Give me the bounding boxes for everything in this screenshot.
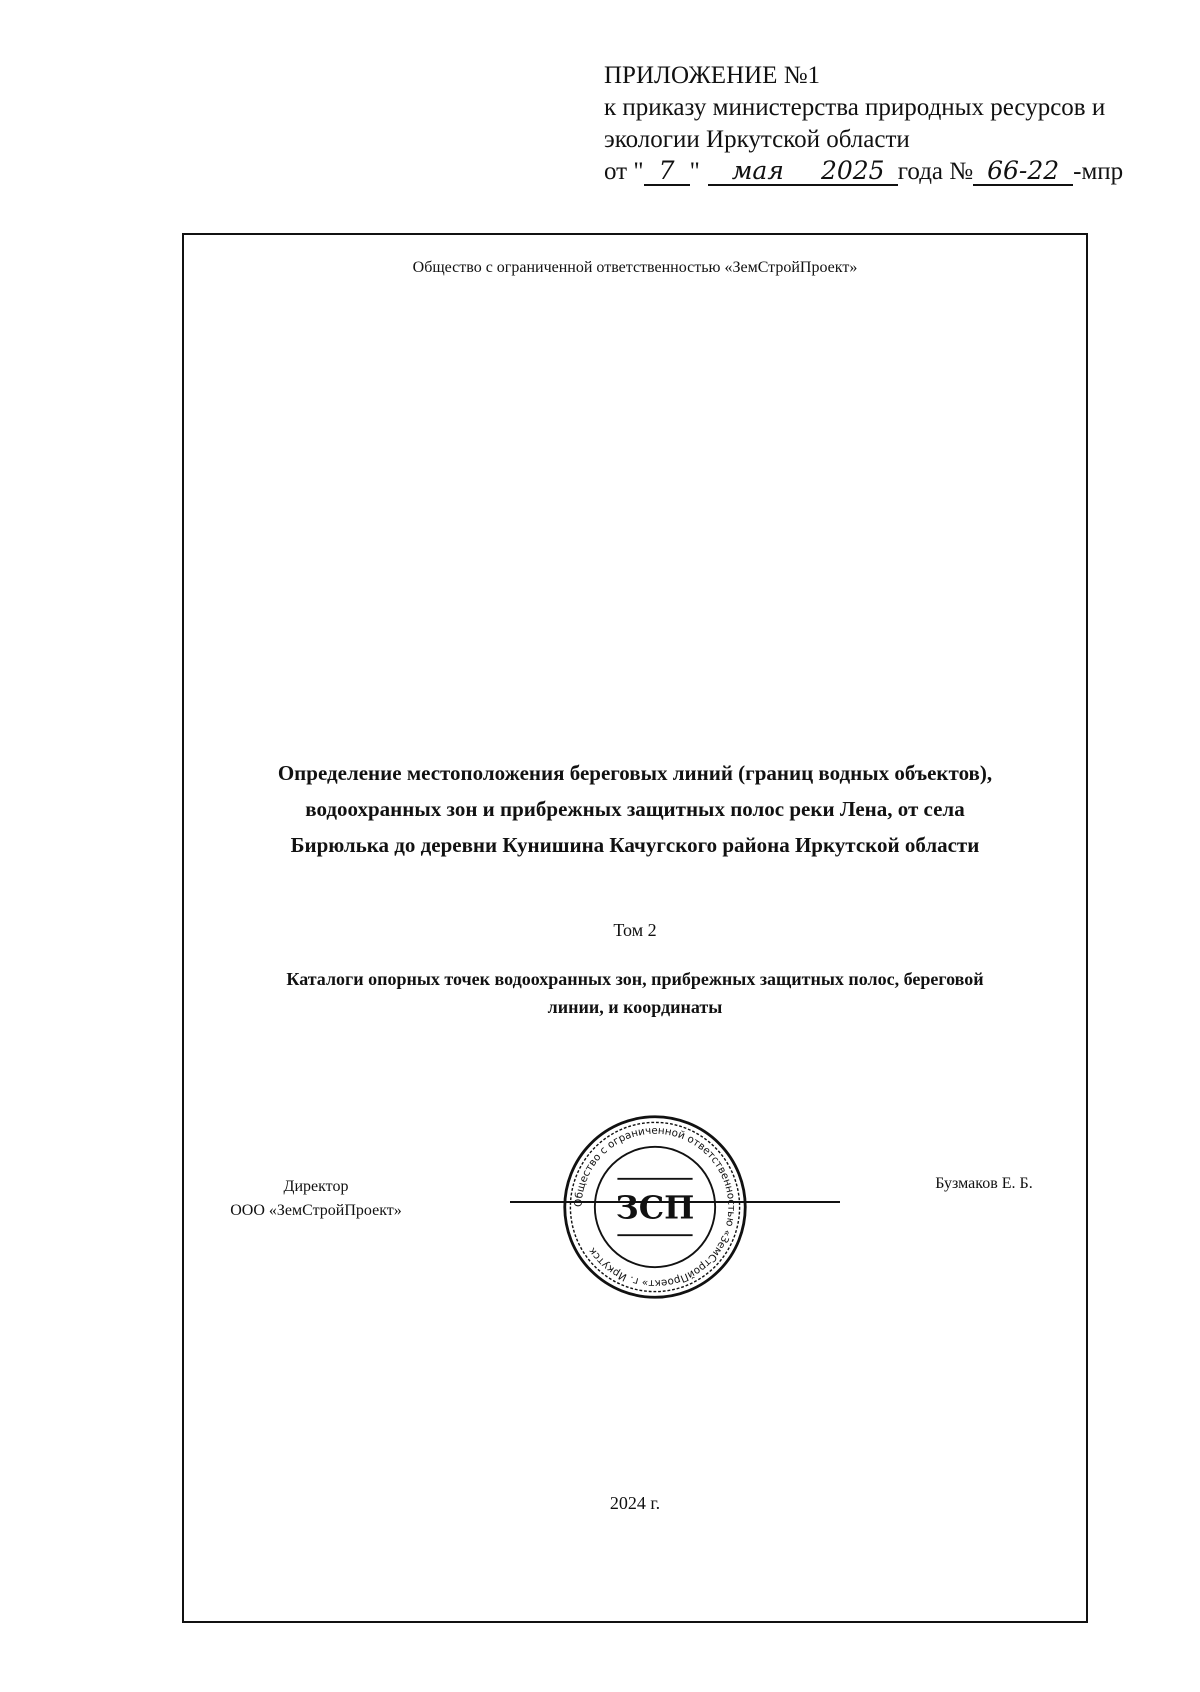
date-quote-close: " [689, 158, 700, 185]
document-subtitle [214, 965, 1056, 1021]
subtitle-line: линии, и координаты [547, 997, 723, 1017]
appendix-header [604, 60, 1123, 188]
organization-name: Общество с ограниченной ответственностью «ЗемСтройПроект» [412, 259, 858, 276]
subtitle-line: Каталоги опорных точек водоохранных зон, прибрежных защитных полос, береговой [286, 969, 984, 989]
signature-line [510, 1201, 840, 1203]
title-page-frame [182, 233, 1088, 1623]
document-title [204, 755, 1066, 863]
title-line: водоохранных зон и прибрежных защитных полос реки Лена, от села [305, 797, 965, 821]
director-title: Директор [283, 1178, 349, 1195]
company-seal-stamp [561, 1113, 749, 1301]
director-name: Бузмаков Е. Б. [935, 1175, 1033, 1192]
handwritten-day: 7 [644, 158, 690, 186]
appendix-date-line [604, 156, 1123, 188]
appendix-line-2: экологии Иркутской области [604, 126, 910, 153]
director-org: ООО «ЗемСтройПроект» [230, 1202, 402, 1219]
handwritten-year: 2025 [808, 158, 898, 186]
handwritten-number: 66-22 [973, 158, 1073, 186]
document-year: 2024 г. [609, 1493, 661, 1513]
date-prefix: от " [604, 158, 644, 185]
year-suffix: года № [897, 158, 974, 185]
handwritten-month: мая [708, 158, 808, 186]
director-block [196, 1175, 436, 1223]
volume-label: Том 2 [613, 920, 657, 940]
title-line: Определение местоположения береговых линий (границ водных объектов), [277, 761, 993, 785]
number-suffix: -мпр [1073, 158, 1124, 185]
stamp-ring-text: Общество с ограниченной ответственностью «ЗемСтройПроект» г. Иркутск [572, 1124, 738, 1290]
title-line: Бирюлька до деревни Кунишина Качугского района Иркутской области [290, 833, 980, 857]
appendix-line-1: к приказу министерства природных ресурсов и [604, 94, 1106, 121]
stamp-center-text: ЗСП [615, 1188, 695, 1227]
appendix-title: ПРИЛОЖЕНИЕ №1 [604, 62, 821, 89]
